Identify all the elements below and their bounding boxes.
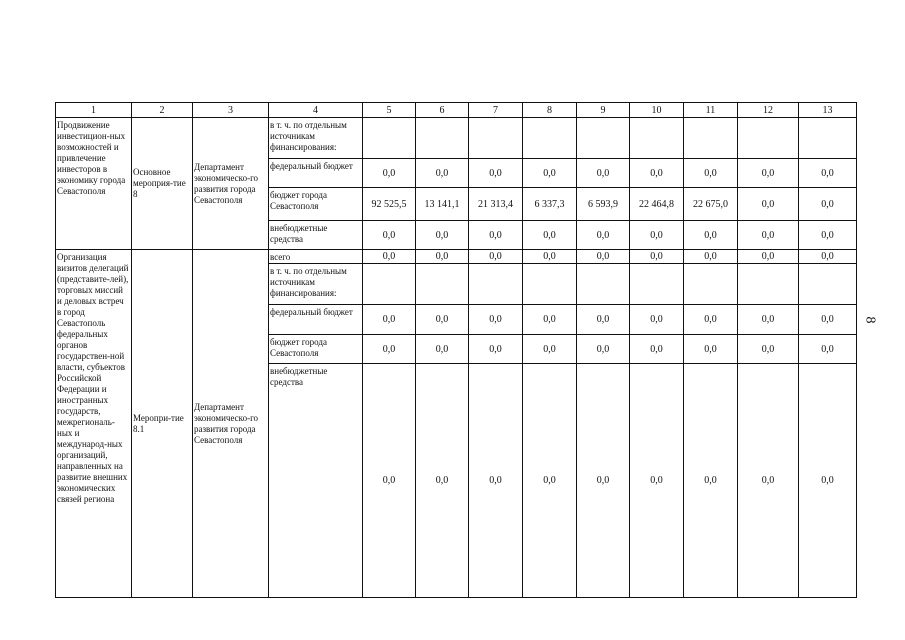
- value-cell: 0,0: [799, 221, 857, 250]
- value-cell: 13 141,1: [416, 188, 469, 221]
- value-cell: [469, 264, 523, 305]
- value-cell: 22 675,0: [684, 188, 738, 221]
- value-cell: 0,0: [416, 305, 469, 335]
- activity-cell: Основное мероприя-тие 8: [132, 118, 193, 250]
- value-cell: 0,0: [363, 335, 416, 364]
- value-cell: 0,0: [799, 305, 857, 335]
- value-cell: [416, 264, 469, 305]
- value-cell: 0,0: [523, 364, 577, 598]
- activity-cell: Меропри-тие 8.1: [132, 250, 193, 598]
- value-cell: [738, 264, 799, 305]
- column-header: 11: [684, 103, 738, 118]
- column-header: 1: [56, 103, 132, 118]
- value-cell: 0,0: [738, 305, 799, 335]
- budget-table: [55, 102, 857, 598]
- value-cell: 0,0: [469, 159, 523, 188]
- value-cell: 0,0: [577, 364, 630, 598]
- column-header: 9: [577, 103, 630, 118]
- page-number: 8: [862, 316, 878, 324]
- value-cell: 0,0: [684, 221, 738, 250]
- column-header: 12: [738, 103, 799, 118]
- value-cell: 6 337,3: [523, 188, 577, 221]
- value-cell: 0,0: [577, 250, 630, 264]
- value-cell: 0,0: [469, 364, 523, 598]
- value-cell: 0,0: [363, 159, 416, 188]
- funding-source-cell: бюджет города Севастополя: [269, 335, 363, 364]
- executor-cell: Департамент экономическо-го развития города Севастополя: [193, 118, 269, 250]
- value-cell: 0,0: [799, 188, 857, 221]
- value-cell: 0,0: [630, 250, 684, 264]
- value-cell: [630, 118, 684, 159]
- column-header: 5: [363, 103, 416, 118]
- value-cell: 0,0: [363, 305, 416, 335]
- value-cell: 0,0: [577, 335, 630, 364]
- value-cell: 0,0: [416, 221, 469, 250]
- event-name-cell: Организация визитов делегаций (представите-лей), торговых миссий и деловых встреч в город Севастополь федеральных органов государствен-ной власти, субъектов Российской Федерации и иностранных государств, межрегиональ-ных и международ-ных организаций, направленных на развитие внешних экономических связей региона: [56, 250, 132, 598]
- executor-cell: Департамент экономическо-го развития города Севастополя: [193, 250, 269, 598]
- column-header: 2: [132, 103, 193, 118]
- value-cell: [523, 118, 577, 159]
- value-cell: 92 525,5: [363, 188, 416, 221]
- value-cell: 0,0: [577, 221, 630, 250]
- column-header: 4: [269, 103, 363, 118]
- value-cell: 0,0: [416, 250, 469, 264]
- value-cell: [684, 264, 738, 305]
- funding-source-cell: бюджет города Севастополя: [269, 188, 363, 221]
- value-cell: 0,0: [577, 305, 630, 335]
- value-cell: 0,0: [469, 221, 523, 250]
- value-cell: 0,0: [738, 364, 799, 598]
- value-cell: [363, 264, 416, 305]
- column-header: 13: [799, 103, 857, 118]
- value-cell: 0,0: [738, 188, 799, 221]
- value-cell: 0,0: [469, 305, 523, 335]
- value-cell: 0,0: [799, 335, 857, 364]
- value-cell: 0,0: [799, 159, 857, 188]
- value-cell: 0,0: [684, 159, 738, 188]
- column-header: 10: [630, 103, 684, 118]
- table-row: [56, 118, 857, 159]
- value-cell: 0,0: [738, 335, 799, 364]
- value-cell: 0,0: [630, 364, 684, 598]
- value-cell: 0,0: [738, 221, 799, 250]
- value-cell: [799, 118, 857, 159]
- value-cell: 0,0: [799, 250, 857, 264]
- value-cell: 0,0: [630, 335, 684, 364]
- value-cell: 0,0: [416, 364, 469, 598]
- funding-source-cell: в т. ч. по отдельным источникам финансирования:: [269, 264, 363, 305]
- value-cell: 0,0: [523, 335, 577, 364]
- header-row: [56, 103, 857, 118]
- value-cell: [416, 118, 469, 159]
- value-cell: 0,0: [363, 221, 416, 250]
- value-cell: 0,0: [630, 305, 684, 335]
- value-cell: [684, 118, 738, 159]
- value-cell: 0,0: [630, 221, 684, 250]
- value-cell: 0,0: [363, 364, 416, 598]
- funding-source-cell: внебюджетные средства: [269, 221, 363, 250]
- value-cell: [799, 264, 857, 305]
- funding-source-cell: внебюджетные средства: [269, 364, 363, 598]
- value-cell: 0,0: [523, 221, 577, 250]
- value-cell: 0,0: [469, 335, 523, 364]
- funding-source-cell: федеральный бюджет: [269, 305, 363, 335]
- value-cell: [577, 118, 630, 159]
- value-cell: 0,0: [523, 250, 577, 264]
- column-header: 8: [523, 103, 577, 118]
- value-cell: 21 313,4: [469, 188, 523, 221]
- value-cell: 0,0: [363, 250, 416, 264]
- funding-source-cell: в т. ч. по отдельным источникам финансирования:: [269, 118, 363, 159]
- column-header: 7: [469, 103, 523, 118]
- value-cell: 0,0: [469, 250, 523, 264]
- value-cell: 0,0: [523, 159, 577, 188]
- value-cell: 0,0: [799, 364, 857, 598]
- value-cell: 0,0: [416, 335, 469, 364]
- value-cell: 0,0: [416, 159, 469, 188]
- value-cell: [469, 118, 523, 159]
- value-cell: 0,0: [738, 159, 799, 188]
- value-cell: 0,0: [738, 250, 799, 264]
- column-header: 6: [416, 103, 469, 118]
- value-cell: 0,0: [523, 305, 577, 335]
- value-cell: 0,0: [577, 159, 630, 188]
- column-header: 3: [193, 103, 269, 118]
- value-cell: 0,0: [684, 335, 738, 364]
- value-cell: [523, 264, 577, 305]
- value-cell: 0,0: [684, 250, 738, 264]
- value-cell: [630, 264, 684, 305]
- value-cell: [738, 118, 799, 159]
- table-row: [56, 250, 857, 264]
- value-cell: 6 593,9: [577, 188, 630, 221]
- event-name-cell: Продвижение инвестицион-ных возможностей и привлечение инвесторов в экономику города Севастополя: [56, 118, 132, 250]
- value-cell: 0,0: [684, 305, 738, 335]
- funding-source-cell: всего: [269, 250, 363, 264]
- value-cell: [363, 118, 416, 159]
- value-cell: 22 464,8: [630, 188, 684, 221]
- value-cell: [577, 264, 630, 305]
- funding-source-cell: федеральный бюджет: [269, 159, 363, 188]
- value-cell: 0,0: [684, 364, 738, 598]
- value-cell: 0,0: [630, 159, 684, 188]
